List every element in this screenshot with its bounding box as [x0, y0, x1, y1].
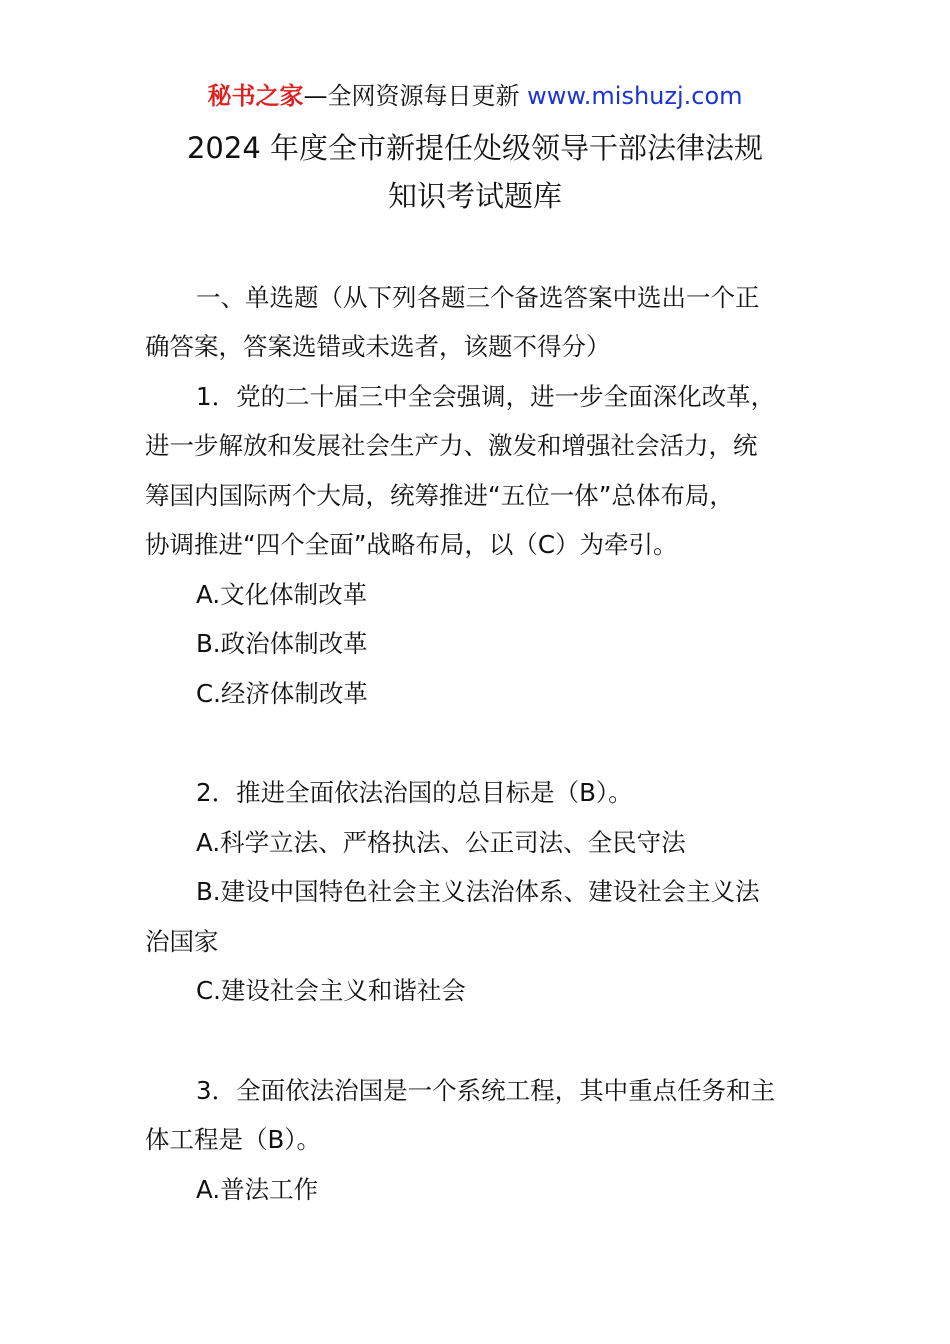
- question-1-stem: 筹国内国际两个大局，统筹推进“五位一体”总体布局，: [145, 481, 734, 510]
- question-1-stem: 进一步解放和发展社会生产力、激发和增强社会活力，统: [145, 431, 758, 460]
- question-2-stem: 2．推进全面依法治国的总目标是（B）。: [196, 778, 633, 807]
- question-1-stem: 1．党的二十届三中全会强调，进一步全面深化改革，: [196, 382, 776, 411]
- question-1-stem: 协调推进“四个全面”战略布局，以（C）为牵引。: [145, 530, 678, 559]
- section-heading: 一、单选题（从下列各题三个备选答案中选出一个正: [196, 283, 760, 312]
- question-2-option-b-continued: 治国家: [145, 927, 219, 956]
- question-2-option-b: B.建设中国特色社会主义法治体系、建设社会主义法: [196, 877, 760, 906]
- question-1-option-a: A.文化体制改革: [196, 580, 368, 609]
- section-heading-continued: 确答案，答案选错或未选者，该题不得分）: [145, 332, 611, 361]
- question-1-option-b: B.政治体制改革: [196, 629, 368, 658]
- question-2-option-a: A.科学立法、严格执法、公正司法、全民守法: [196, 828, 686, 857]
- site-header: [0, 78, 950, 114]
- question-3-stem: 体工程是（B）。: [145, 1125, 322, 1154]
- question-3-option-a: A.普法工作: [196, 1175, 319, 1204]
- site-url-link[interactable]: www.mishuzj.com: [527, 82, 743, 110]
- question-3-stem: 3．全面依法治国是一个系统工程，其中重点任务和主: [196, 1076, 776, 1105]
- question-2-option-c: C.建设社会主义和谐社会: [196, 976, 466, 1005]
- site-brand: 秘书之家: [207, 82, 304, 110]
- question-1-option-c: C.经济体制改革: [196, 679, 368, 708]
- site-tagline: —全网资源每日更新: [303, 82, 520, 110]
- document-title-line-2: 知识考试题库: [387, 179, 562, 213]
- document-title-line-1: 2024 年度全市新提任处级领导干部法律法规: [186, 131, 764, 165]
